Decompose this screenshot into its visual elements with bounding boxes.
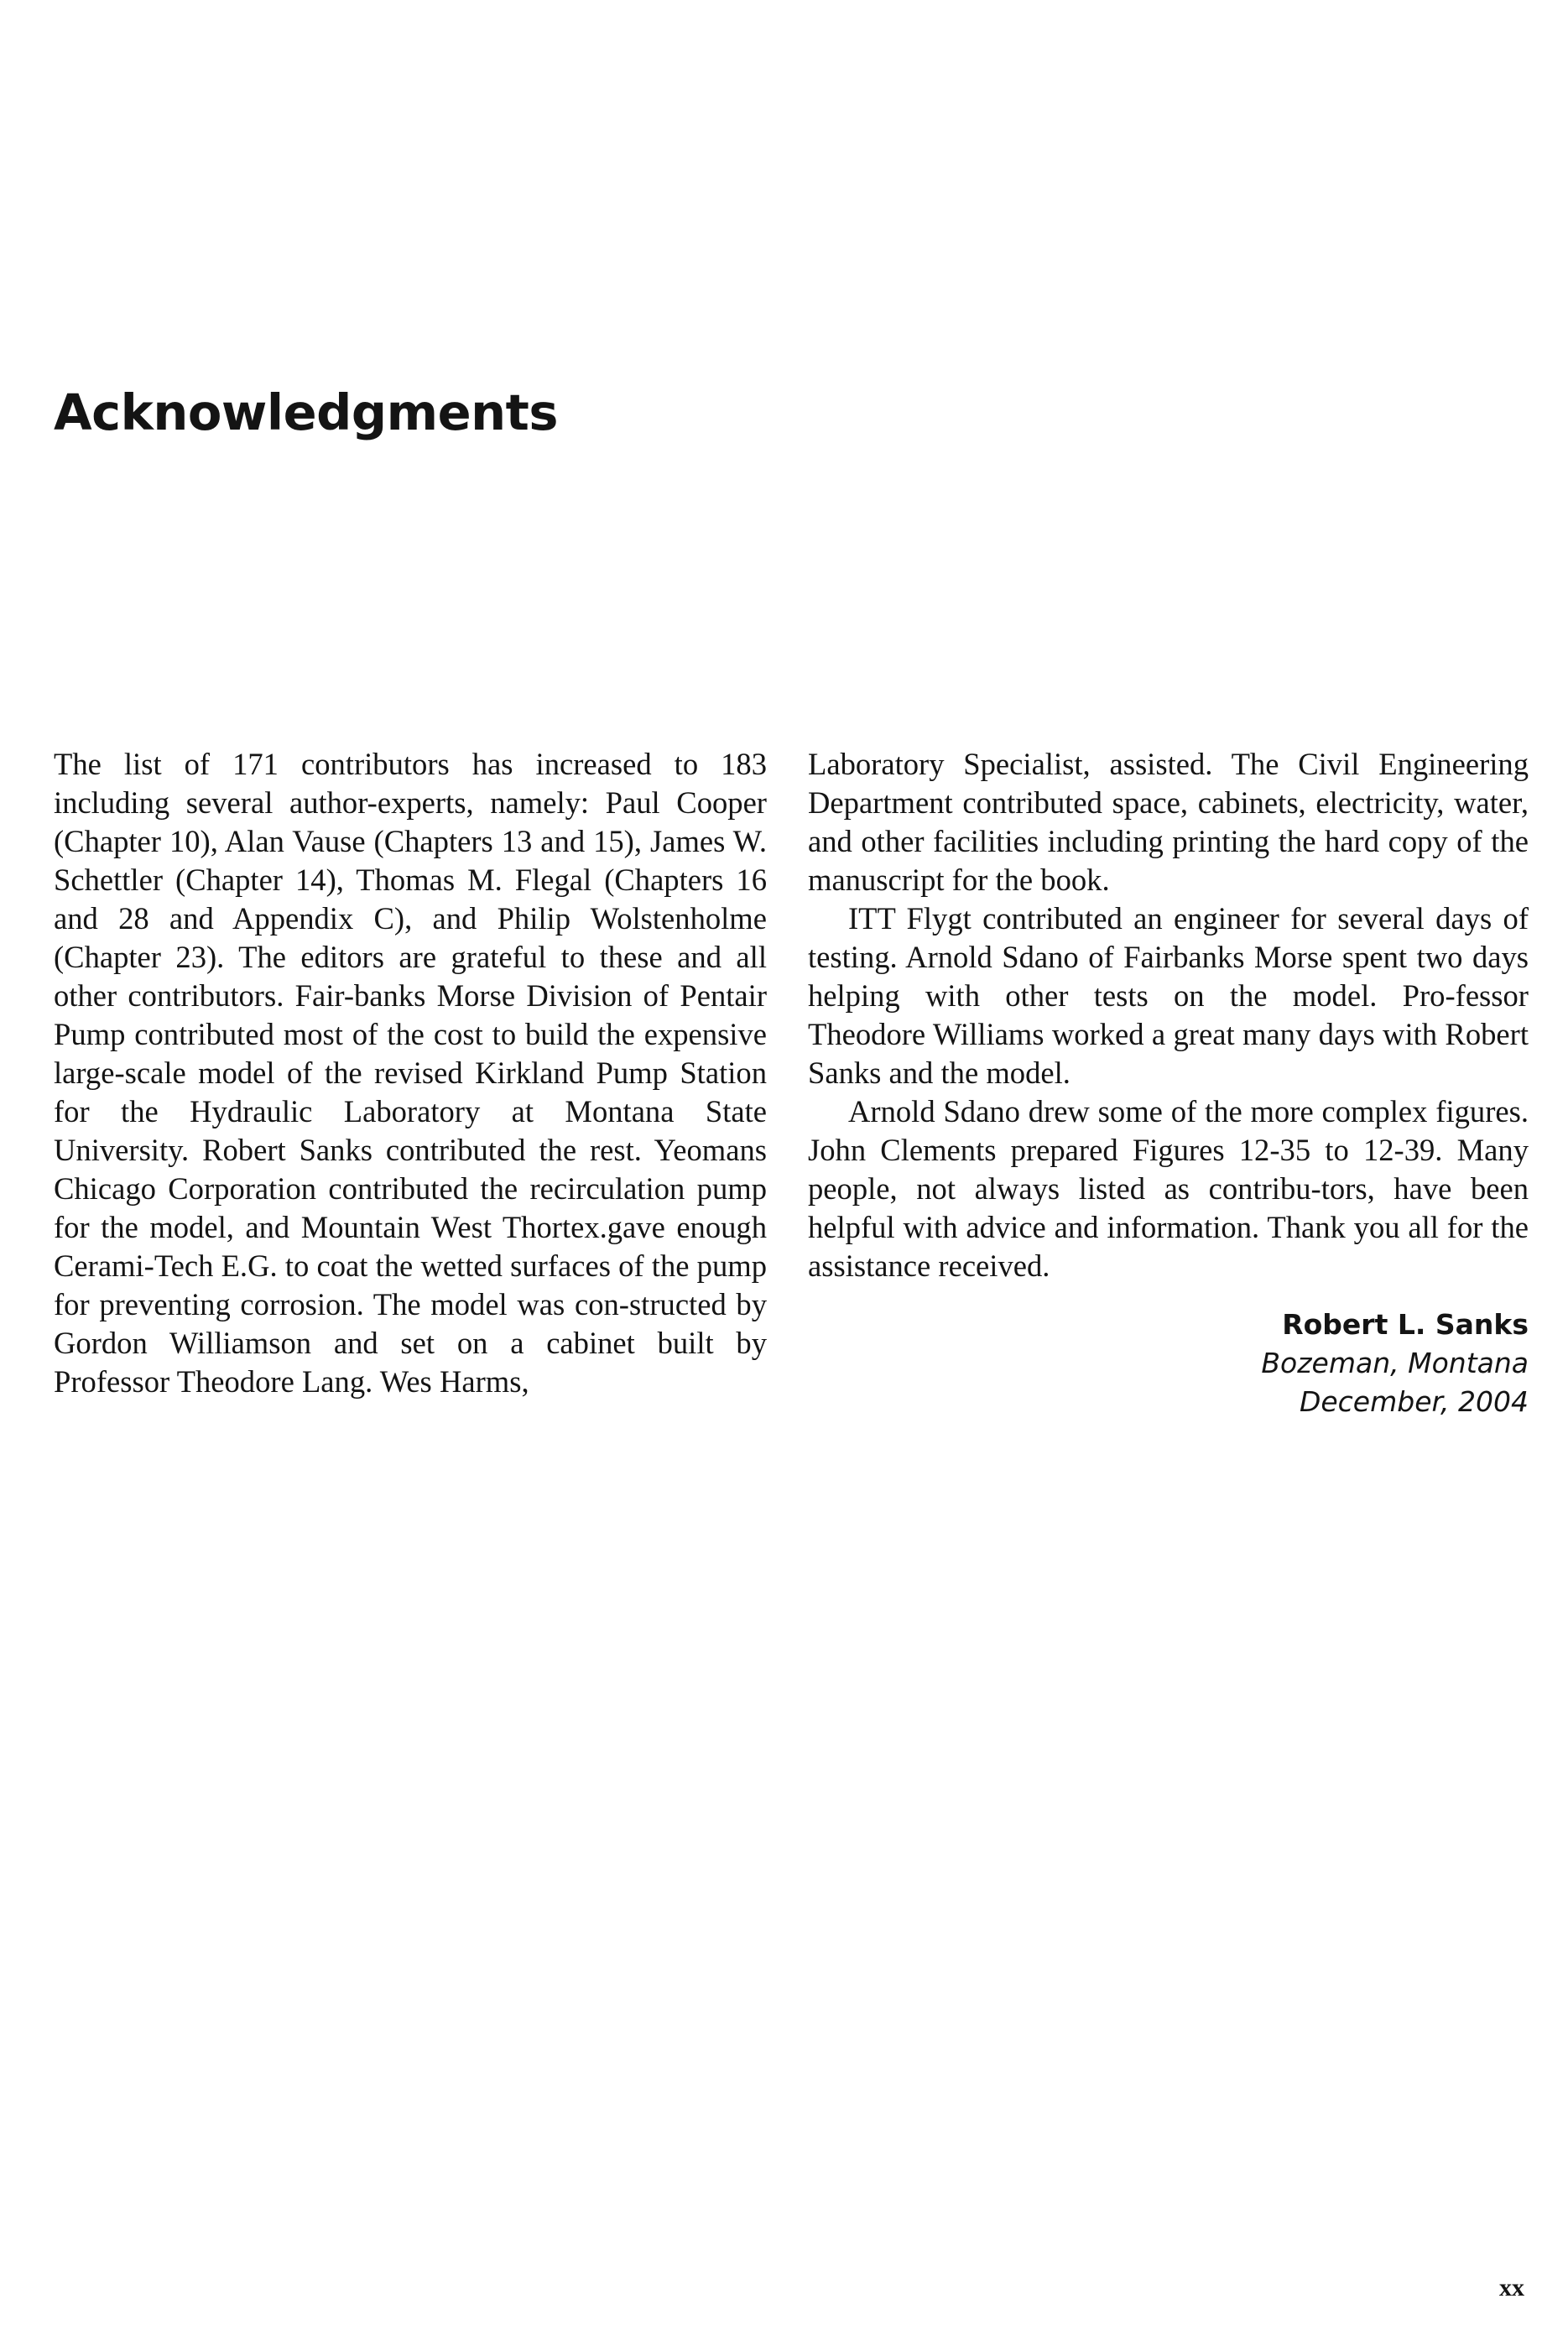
page-number: xx <box>1499 2274 1524 2301</box>
itt-flygt-paragraph: ITT Flygt contributed an engineer for several days of testing. Arnold Sdano of Fairbanks Morse spent two days helping with other tests on the model. Pro-fessor Theodore Williams worked a great many days with Robert Sanks and the model. <box>808 901 1529 1090</box>
signature-date: December, 2004 <box>1299 1385 1529 1418</box>
signature-place: Bozeman, Montana <box>1261 1347 1529 1379</box>
right-column <box>808 745 1529 1421</box>
figures-paragraph: Arnold Sdano drew some of the more complex figures. John Clements prepared Figures 12-35 to 12-39. Many people, not always listed as contribu-tors, have been helpful with advice and information. Thank you all for the assistance received. <box>808 1094 1529 1283</box>
signature-block <box>808 1306 1529 1421</box>
lab-specialist-paragraph: Laboratory Specialist, assisted. The Civil Engineering Department contributed space, cabinets, electricity, water, and other facilities including printing the hard copy of the manuscript for the book. <box>808 747 1529 897</box>
left-column <box>54 745 767 1401</box>
contributors-paragraph: The list of 171 contributors has increased to 183 including several author-experts, namely: Paul Cooper (Chapter 10), Alan Vause (Chapters 13 and 15), James W. Schettler (Chapter 14), Thomas M. Flegal (Chapters 16 and 28 and Appendix C), and Philip Wolstenholme (Chapter 23). The editors are grateful to these and all other contributors. Fair-banks Morse Division of Pentair Pump contributed most of the cost to build the expensive large-scale model of the revised Kirkland Pump Station for the Hydraulic Laboratory at Montana State University. Robert Sanks contributed the rest. Yeomans Chicago Corporation contributed the recirculation pump for the model, and Mountain West Thortex.gave enough Cerami-Tech E.G. to coat the wetted surfaces of the pump for preventing corrosion. The model was con-structed by Gordon Williamson and set on a cabinet built by Professor Theodore Lang. Wes Harms, <box>54 747 767 1399</box>
page-title: Acknowledgments <box>54 383 558 441</box>
signature-name: Robert L. Sanks <box>1282 1308 1529 1341</box>
